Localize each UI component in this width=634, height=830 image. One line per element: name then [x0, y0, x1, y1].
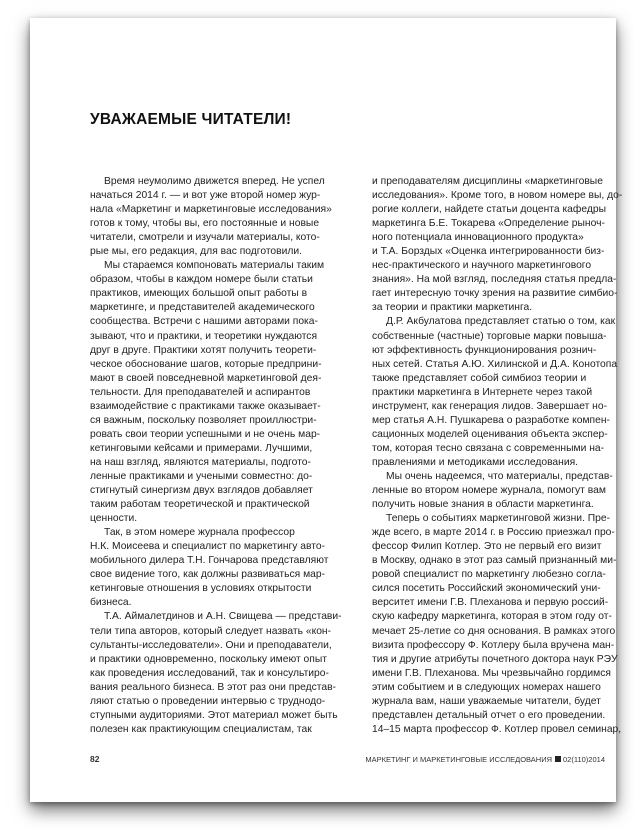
text-line: визита профессору Ф. Котлеру была вручена ман- [372, 639, 615, 651]
text-line: жде всего, в марте 2014 г. в Россию приезжал про- [372, 527, 615, 539]
page-title: УВАЖАЕМЫЕ ЧИТАТЕЛИ! [90, 111, 292, 128]
text-line: практики маркетинга в Интернете через такой [372, 386, 593, 398]
text-line: Н.К. Моисеева и специалист по маркетингу авто- [90, 541, 326, 553]
text-line: мают в своей повседневной маркетинговой дея- [90, 372, 322, 384]
text-line: практиков, имеющих большой опыт работы в [90, 288, 308, 300]
text-line: сообщества. Встречи с нашими авторами пока- [90, 316, 318, 328]
text-line: готов к тому, чтобы вы, его постоянные и новые [90, 218, 320, 230]
text-line: ленные во втором номере журнала, помогут вам [372, 485, 606, 497]
text-line: знания». На мой взгляд, последняя статья предла- [372, 274, 617, 286]
text-line: маркетинге, и представителей академического [90, 302, 315, 314]
text-line: мечает 25-летие со дня основания. В рамках этого [372, 625, 616, 637]
text-line: ровой специалист по маркетингу любезно согла- [372, 569, 606, 581]
text-line: ляют статью о проведении интервью с труднодо- [90, 695, 326, 707]
text-line: друг в друге. Практики хотят получить теорети- [90, 344, 317, 356]
text-line: Мы стараемся компоновать материалы таким [104, 260, 325, 272]
text-line: нала «Маркетинг и маркетинговые исследования» [90, 204, 332, 216]
text-line: ного потенциала инновационного продукта» [372, 232, 584, 244]
text-line: нес-практического и научного маркетингового [372, 260, 592, 272]
text-line: бизнеса. [90, 597, 132, 609]
text-line: ческое обоснование шагов, которые предприни- [90, 358, 322, 370]
text-line: взаимодействие с практиками также оказывает- [90, 400, 321, 412]
text-line: ровать свои теории успешными и не очень мар- [90, 428, 321, 440]
text-line: мер статья А.Н. Пушкарева о разработке компен- [372, 414, 610, 426]
text-line: также представляет собой симбиоз теории и [372, 372, 587, 384]
text-line: фессор Филип Котлер. Это не первый его визит [372, 541, 602, 553]
text-line: Теперь о событиях маркетинговой жизни. Пре- [386, 513, 611, 525]
text-line: тия и другие атрибуты почетного доктора наук РЭУ [372, 653, 618, 665]
text-line: и практики одновременно, поскольку имеют опыт [90, 653, 327, 665]
text-line: гает интересную точку зрения на развитие симбио- [372, 288, 618, 300]
text-line: получить новые знания в области маркетинга. [372, 499, 594, 511]
text-line: и Т.А. Борздых «Оценка интегрированности биз- [372, 246, 605, 258]
text-line: Т.А. Аймалетдинов и А.Н. Свищева — представи- [104, 611, 342, 623]
text-line: ют эффективность функционирования рознич- [372, 344, 597, 356]
text-line: имени Г.В. Плеханова. Мы чрезвычайно гордимся [372, 667, 611, 679]
text-line: представлен детальный отчет о его проведении. [372, 709, 606, 721]
text-line: правлениями и методиками исследования. [372, 456, 579, 468]
text-line: собственные (частные) торговые марки повыша- [372, 330, 607, 342]
text-line: и преподавателям дисциплины «маркетинговые [372, 176, 603, 187]
text-line: стигнутый синергизм двух взглядов добавляет [90, 485, 313, 497]
text-column-left [90, 175, 343, 737]
page-number: 82 [90, 754, 100, 764]
text-line: ценности. [90, 513, 138, 525]
text-line: инструмент, как генерация лидов. Завершает но- [372, 400, 607, 412]
text-line: сился посетить Российский экономический уни- [372, 583, 601, 595]
text-line: за теории и практики маркетинга. [372, 302, 533, 314]
text-line: в Москву, однако в этот раз самый признанный ми- [372, 555, 617, 567]
text-line: Так, в этом номере журнала профессор [104, 527, 295, 539]
text-line: верситет имени Г.В. Плеханова и первую россий- [372, 597, 609, 609]
text-line: Мы очень надеемся, что материалы, представ- [386, 470, 613, 482]
text-line: как проведения исследований, так и консультиро- [90, 667, 329, 679]
text-line: кетинговыми кейсами и примерами. Лучшими, [90, 442, 313, 454]
text-line: начаться 2014 г. — и вот уже второй номер жур- [90, 190, 321, 202]
running-footer [365, 755, 605, 764]
text-line: тельности. Для преподавателей и аспирантов [90, 386, 311, 398]
text-line: журнала вам, наши уважаемые читатели, будет [372, 695, 601, 707]
text-line: тели типа авторов, который следует назвать «кон- [90, 625, 332, 637]
issue-number: 02(110)2014 [563, 755, 605, 764]
text-line: 14–15 марта профессор Ф. Котлер провел семинар, [372, 723, 622, 735]
text-line: вания реального бизнеса. В этот раз они представ- [90, 681, 336, 693]
text-line: этим событием и в следующих номерах нашего [372, 681, 601, 693]
text-line: том, которая тесно связана с современными на- [372, 442, 605, 454]
text-line: таким работам теоретической и практической [90, 499, 310, 511]
square-separator-icon [555, 756, 561, 762]
text-line: Д.Р. Акбулатова представляет статью о том, как [386, 316, 616, 328]
text-line: зывают, что и практики, и теоретики нуждаются [90, 330, 318, 342]
text-line: скую кафедру маркетинга, которая в этом году от- [372, 611, 612, 623]
text-line: мобильного дилера Т.Н. Гончарова представляют [90, 555, 329, 567]
text-line: полезен как практикующим специалистам, так [90, 723, 312, 735]
text-line: ных сетей. Статья А.Ю. Хилинской и Д.А. Конотопа [372, 358, 618, 370]
journal-name: МАРКЕТИНГ И МАРКЕТИНГОВЫЕ ИССЛЕДОВАНИЯ [365, 755, 553, 764]
page-sheet [30, 18, 623, 802]
text-line: Время неумолимо движется вперед. Не успел [104, 176, 325, 187]
text-line: кетинговые отношения в условиях открытости [90, 583, 312, 595]
text-line: ся важным, поскольку позволяет проиллюстри- [90, 414, 317, 426]
text-column-right [372, 175, 625, 737]
text-line: читатели, смотрели и изучали материалы, кото- [90, 232, 320, 244]
text-line: маркетинга Б.Е. Токарева «Определение рыноч- [372, 218, 605, 230]
text-line: образом, чтобы в каждом номере были статьи [90, 274, 313, 286]
text-line: исследования». Кроме того, в новом номере вы, до- [372, 190, 623, 202]
text-line: ленные практиками и учеными совместно: до- [90, 470, 313, 482]
page-footer [90, 754, 605, 768]
text-line: свое видение того, как должны развиваться мар- [90, 569, 326, 581]
text-line: рые мы, его редакция, для вас подготовили. [90, 246, 303, 258]
text-line: на наш взгляд, являются материалы, подгото- [90, 456, 311, 468]
text-line: ступными аудиториями. Этот материал может быть [90, 709, 338, 721]
text-line: сультанты-исследователи». Они и преподаватели, [90, 639, 332, 651]
text-line: рогие коллеги, найдете статьи доцента кафедры [372, 204, 607, 216]
text-line: сационных моделей оценивания объекта экспер- [372, 428, 608, 440]
